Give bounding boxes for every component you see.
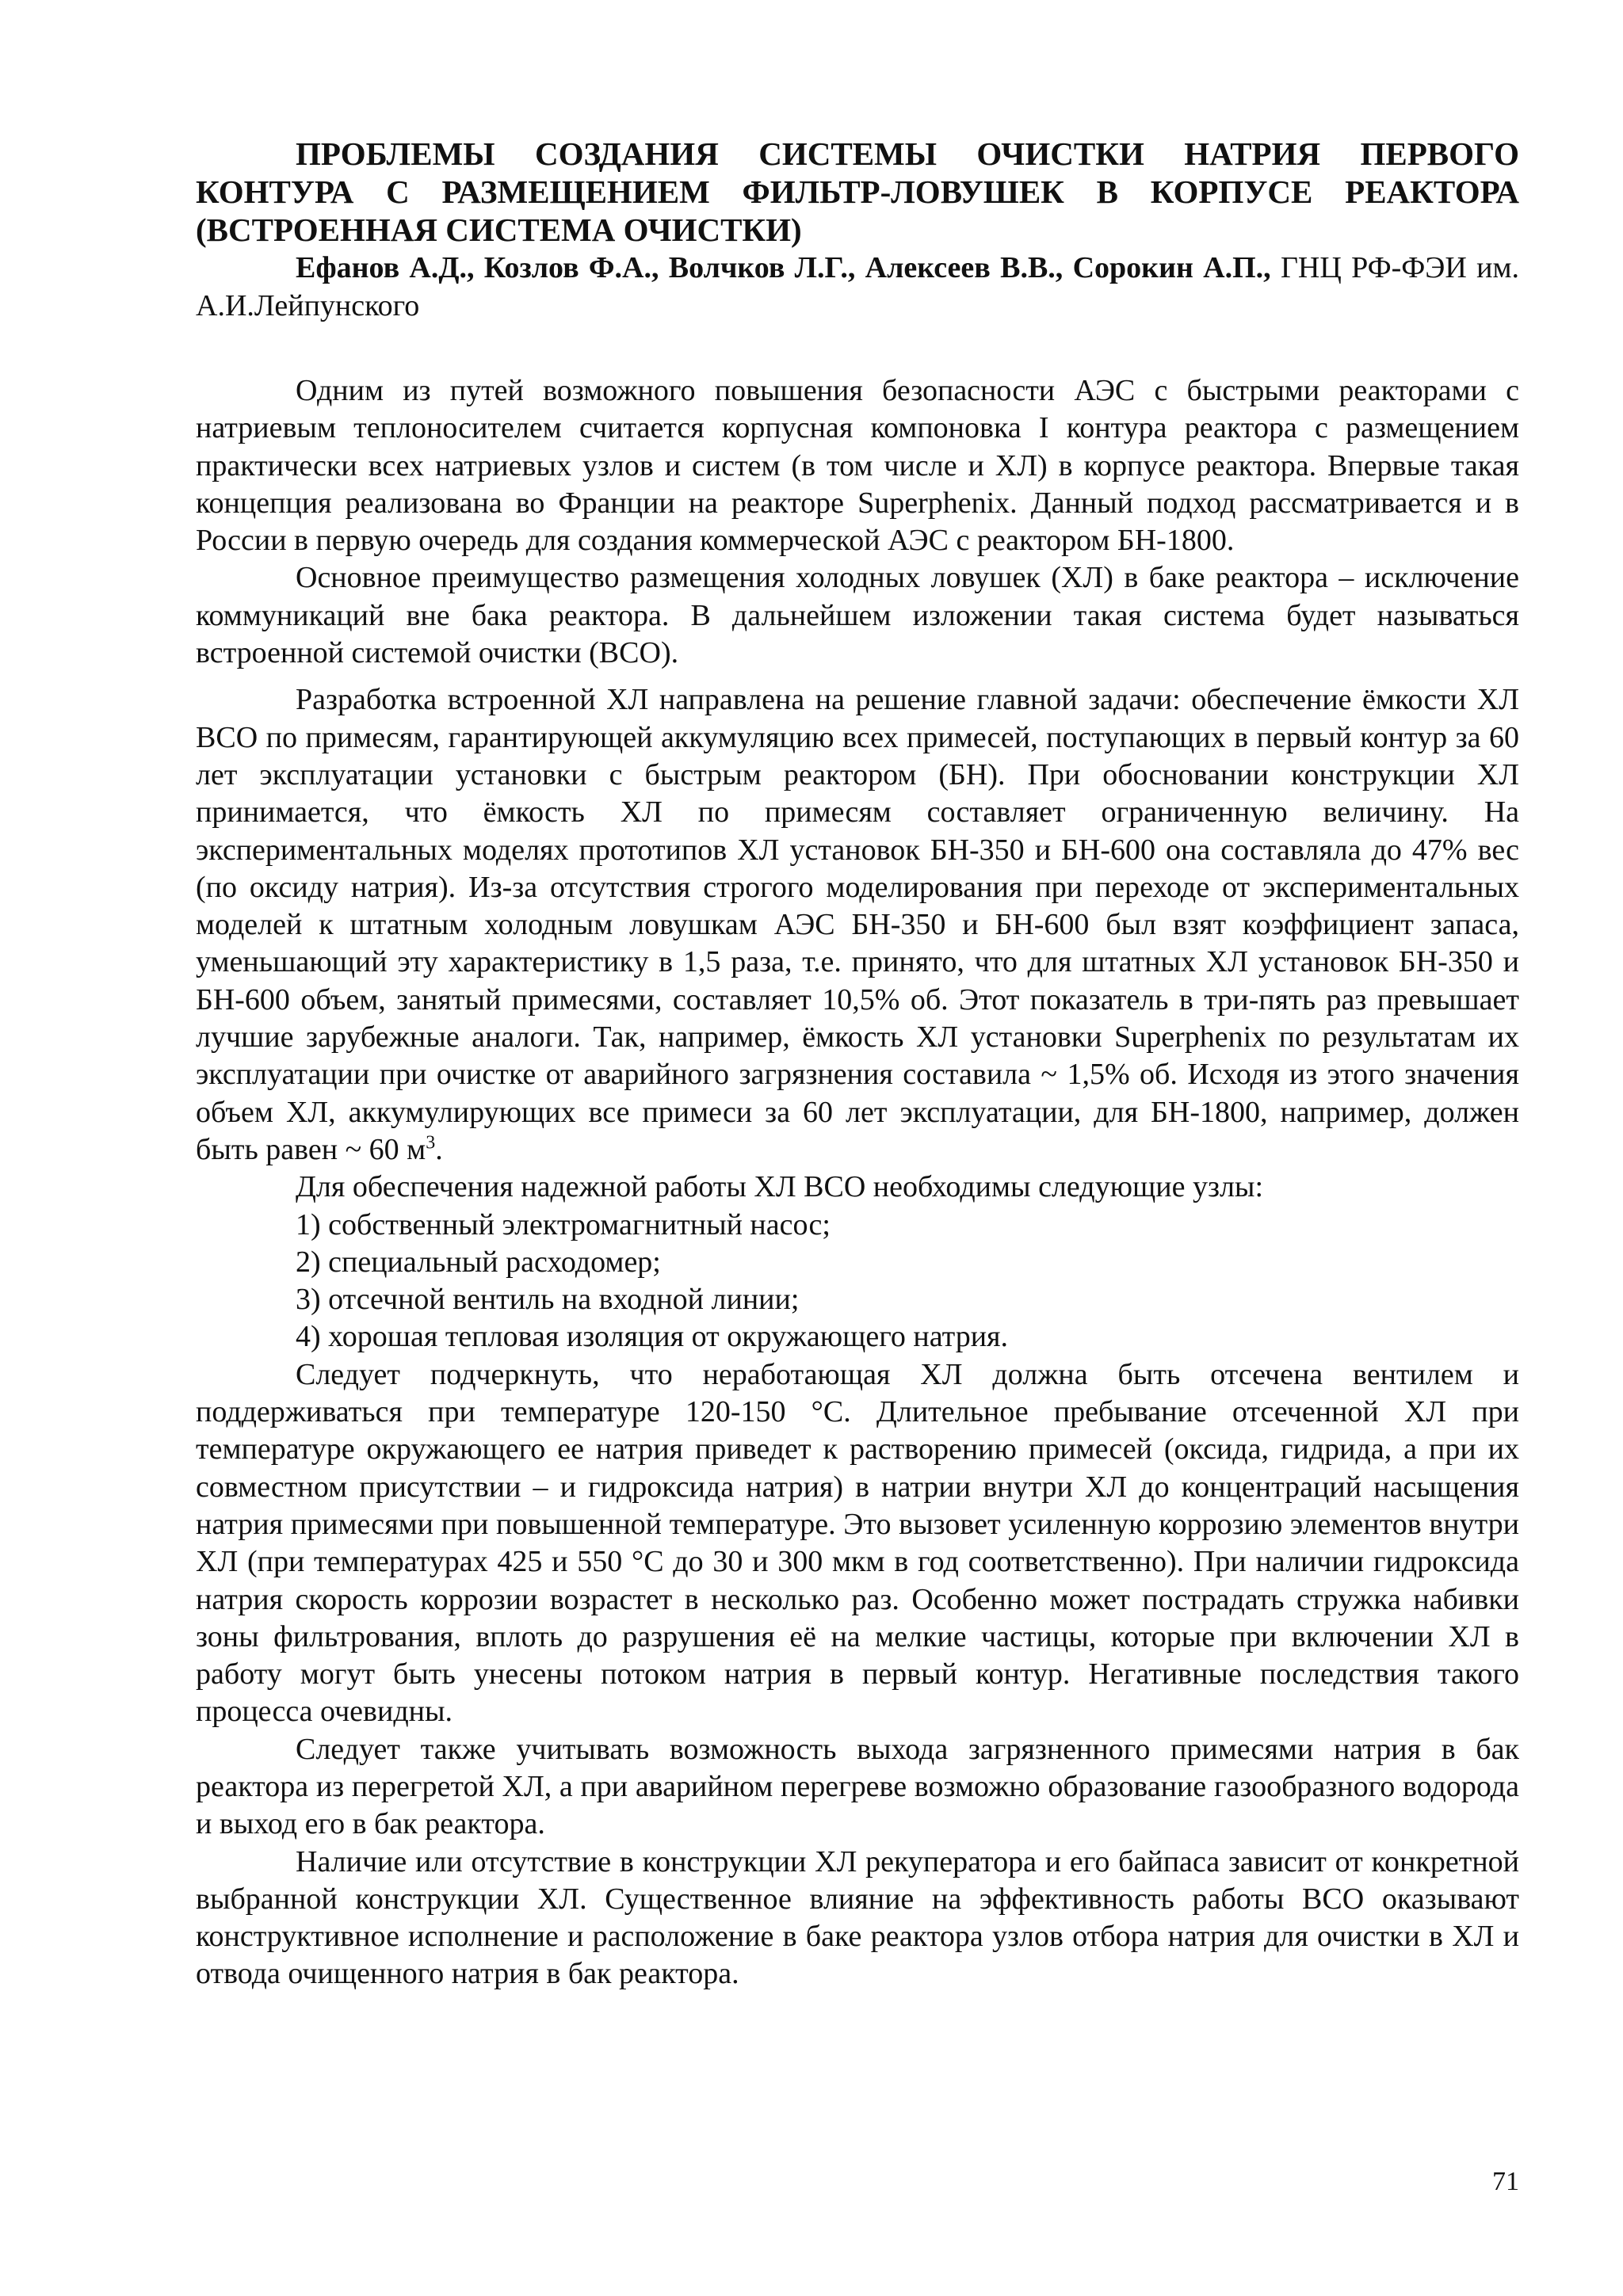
paragraph-3 xyxy=(196,681,1519,1169)
author-names: Ефанов А.Д., Козлов Ф.А., Волчков Л.Г., Алексеев В.В., Сорокин А.П., xyxy=(296,251,1271,284)
paragraph-3-text: Разработка встроенной ХЛ направлена на решение главной задачи: обеспечение ёмкости ХЛ ВСО по примесям, гарантирующей аккумуляцию всех примесей, поступающих в первый контур за 60 лет эксплуатации установки с быстрым реактором (БН). При обосновании конструкции ХЛ принимается, что ёмкость ХЛ по примесям составляет ограниченную величину. На экспериментальных моделях прототипов ХЛ установок БН-350 и БН-600 она составляла до 47% вес (по оксиду натрия). Из-за отсутствия строгого моделирования при переходе от экспериментальных моделей к штатным холодным ловушкам АЭС БН-350 и БН-600 был взят коэффициент запаса, уменьшающий эту характеристику в 1,5 раза, т.е. принято, что для штатных ХЛ установок БН-350 и БН-600 объем, занятый примесями, составляет 10,5% об. Этот показатель в три-пять раз превышает лучшие зарубежные аналоги. Так, например, ёмкость ХЛ установки Superphenix по результатам их эксплуатации при очистке от аварийного загрязнения составила ~ 1,5% об. Исходя из этого значения объем ХЛ, аккумулирующих все примеси за 60 лет эксплуатации, для БН-1800, например, должен быть равен ~ 60 м xyxy=(196,683,1519,1166)
affiliation: ГНЦ РФ-ФЭИ им. А.И.Лейпунского xyxy=(196,251,1519,322)
paragraph-5: Следует подчеркнуть, что неработающая ХЛ должна быть отсечена вентилем и поддерживаться при температуре 120-150 °С. Длительное пребывание отсеченной ХЛ при температуре окружающего ее натрия приведет к растворению примесей (оксида, гидрида, а при их совместном присутствии – и гидроксида натрия) в натрии внутри ХЛ до концентраций насыщения натрия примесями при повышенной температуре. Это вызовет усиленную коррозию элементов внутри ХЛ (при температурах 425 и 550 °С до 30 и 300 мкм в год соответственно). При наличии гидроксида натрия скорость коррозии возрастет в несколько раз. Особенно может пострадать стружка набивки зоны фильтрования, вплоть до разрушения её на мелкие частицы, которые при включении ХЛ в работу могут быть унесены потоком натрия в первый контур. Негативные последствия такого процесса очевидны. xyxy=(196,1357,1519,1729)
paper-page xyxy=(196,135,1519,1993)
title-line-1: ПРОБЛЕМЫ СОЗДАНИЯ СИСТЕМЫ ОЧИСТКИ НАТРИЯ ПЕРВОГО xyxy=(296,135,1519,172)
paragraph-2: Основное преимущество размещения холодных ловушек (ХЛ) в баке реактора – исключение коммуникаций вне бака реактора. В дальнейшем изложении такая система будет называться встроенной системой очистки (ВСО). xyxy=(196,561,1519,670)
page-number: 71 xyxy=(1492,2167,1519,2196)
title-line-2: КОНТУРА С РАЗМЕЩЕНИЕМ ФИЛЬТР-ЛОВУШЕК В КОРПУСЕ РЕАКТОРА xyxy=(196,174,1519,210)
list-item: 2) специальный расходомер; xyxy=(296,1245,661,1279)
paragraph-3-end: . xyxy=(435,1132,443,1166)
paragraph-6: Следует также учитывать возможность выхода загрязненного примесями натрия в бак реактора из перегретой ХЛ, а при аварийном перегреве возможно образование газообразного водорода и выход его в бак реактора. xyxy=(196,1732,1519,1841)
list-item: 4) хорошая тепловая изоляция от окружающего натрия. xyxy=(296,1320,1009,1354)
list-item: 1) собственный электромагнитный насос; xyxy=(296,1207,831,1241)
list-item: 3) отсечной вентиль на входной линии; xyxy=(296,1283,800,1317)
paper-title xyxy=(196,135,1519,249)
paper-body xyxy=(196,372,1519,1993)
paragraph-4: Для обеспечения надежной работы ХЛ ВСО необходимы следующие узлы: xyxy=(296,1170,1264,1204)
paragraph-1: Одним из путей возможного повышения безопасности АЭС с быстрыми реакторами с натриевым теплоносителем считается корпусная компоновка I контура реактора с размещением практически всех натриевых узлов и систем (в том числе и ХЛ) в корпусе реактора. Впервые такая концепция реализована во Франции на реакторе Superphenix. Данный подход рассматривается и в России в первую очередь для создания коммерческой АЭС с реактором БН-1800. xyxy=(196,374,1519,558)
authors-line xyxy=(196,249,1519,325)
superscript-3: 3 xyxy=(426,1132,436,1154)
paragraph-7: Наличие или отсутствие в конструкции ХЛ рекуператора и его байпаса зависит от конкретной выбранной конструкции ХЛ. Существенное влияние на эффективность работы ВСО оказывают конструктивное исполнение и расположение в баке реактора узлов отбора натрия для очистки в ХЛ и отвода очищенного натрия в бак реактора. xyxy=(196,1844,1519,1991)
title-line-3: (ВСТРОЕННАЯ СИСТЕМА ОЧИСТКИ) xyxy=(196,212,802,248)
